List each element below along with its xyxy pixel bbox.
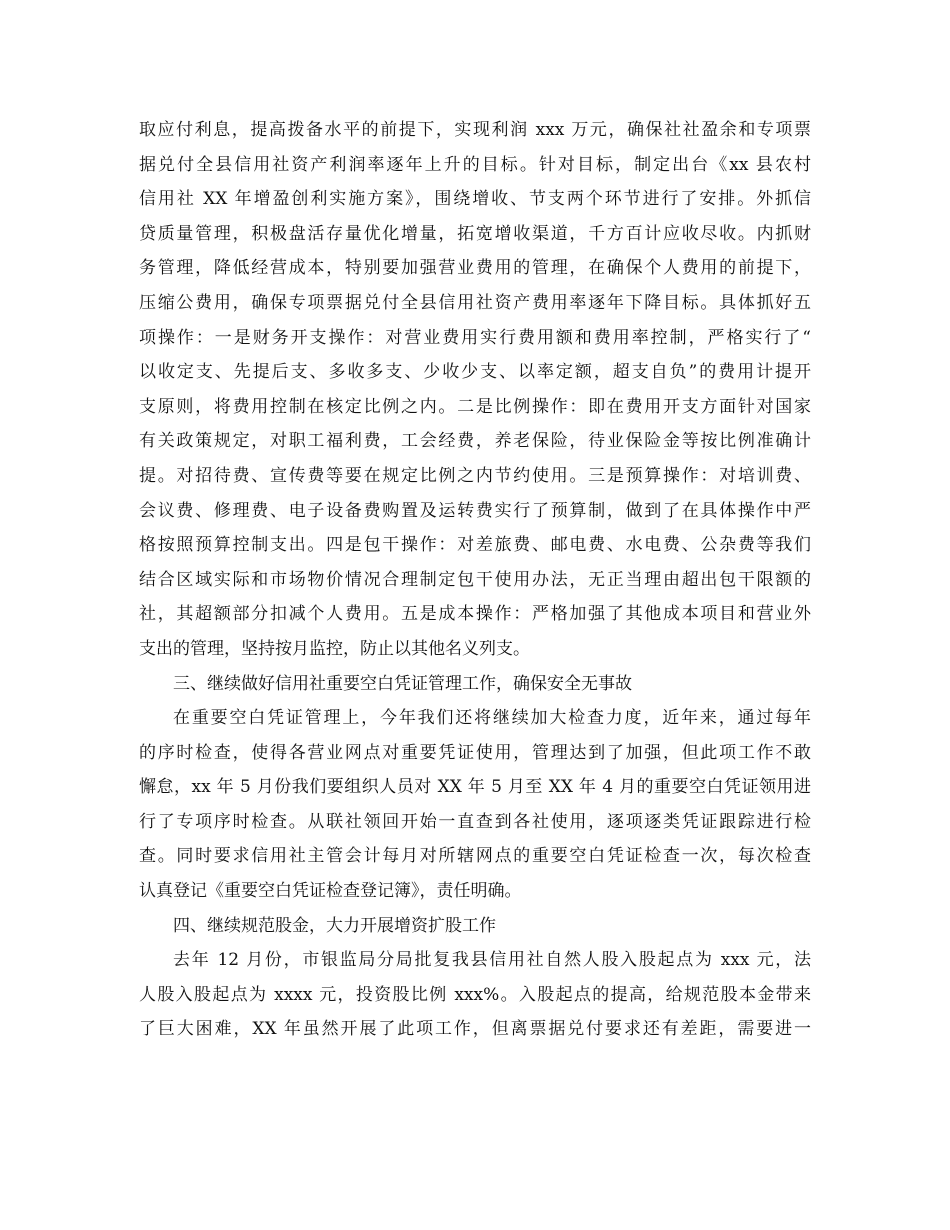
paragraph-line: 支出的管理，坚持按月监控，防止以其他名义列支。 — [139, 638, 530, 659]
section-heading: 三、继续做好信用社重要空白凭证管理工作，确保安全无事故 — [173, 673, 632, 694]
paragraph-line: 行了专项序时检查。从联社领回开始一直查到各社使用，逐项逐类凭证跟踪进行检 — [139, 811, 811, 832]
paragraph-line: 会议费、修理费、电子设备费购置及运转费实行了预算制，做到了在具体操作中严 — [139, 500, 811, 521]
paragraph-line: 认真登记《重要空白凭证检查登记簿》，责任明确。 — [139, 881, 522, 902]
paragraph-line: 的序时检查，使得各营业网点对重要凭证使用，管理达到了加强，但此项工作不敢 — [139, 742, 811, 763]
paragraph-line: 懈怠，xx 年 5 月份我们要组织人员对 XX 年 5 月至 XX 年 4 月的重要空白凭证领用进 — [139, 777, 811, 798]
section-heading: 四、继续规范股金，大力开展增资扩股工作 — [173, 915, 496, 936]
paragraph-line: 有关政策规定，对职工福利费，工会经费，养老保险，待业保险金等按比例准确计 — [139, 431, 811, 452]
paragraph-line: 据兑付全县信用社资产利润率逐年上升的目标。针对目标，制定出台《xx 县农村 — [139, 154, 811, 175]
paragraph-line: 以收定支、先提后支、多收多支、少收少支、以率定额，超支自负”的费用计提开 — [139, 362, 811, 383]
paragraph-line: 格按照预算控制支出。四是包干操作：对差旅费、邮电费、水电费、公杂费等我们 — [139, 535, 811, 556]
paragraph-line: 务管理，降低经营成本，特别要加强营业费用的管理，在确保个人费用的前提下， — [139, 258, 811, 279]
paragraph-line: 社，其超额部分扣减个人费用。五是成本操作：严格加强了其他成本项目和营业外 — [139, 604, 811, 625]
paragraph-line: 了巨大困难，XX 年虽然开展了此项工作，但离票据兑付要求还有差距，需要进一 — [139, 1019, 811, 1040]
paragraph-line: 结合区域实际和市场物价情况合理制定包干使用办法，无正当理由超出包干限额的 — [139, 569, 811, 590]
paragraph-line: 在重要空白凭证管理上，今年我们还将继续加大检查力度，近年来，通过每年 — [173, 708, 811, 729]
paragraph-line: 去年 12 月份，市银监局分局批复我县信用社自然人股入股起点为 xxx 元，法 — [173, 950, 811, 971]
paragraph-line: 查。同时要求信用社主管会计每月对所辖网点的重要空白凭证检查一次，每次检查 — [139, 846, 811, 867]
paragraph-line: 贷质量管理，积极盘活存量优化增量，拓宽增收渠道，千方百计应收尽收。内抓财 — [139, 223, 811, 244]
paragraph-line: 项操作：一是财务开支操作：对营业费用实行费用额和费用率控制，严格实行了“ — [139, 327, 811, 348]
paragraph-line: 提。对招待费、宣传费等要在规定比例之内节约使用。三是预算操作：对培训费、 — [139, 465, 811, 486]
paragraph-line: 人股入股起点为 xxxx 元，投资股比例 xxx%。入股起点的提高，给规范股本金带来 — [139, 984, 811, 1005]
paragraph-line: 支原则，将费用控制在核定比例之内。二是比例操作：即在费用开支方面针对国家 — [139, 396, 811, 417]
paragraph-line: 取应付利息，提高拨备水平的前提下，实现利润 xxx 万元，确保社社盈余和专项票 — [139, 120, 811, 140]
paragraph-line: 压缩公费用，确保专项票据兑付全县信用社资产费用率逐年下降目标。具体抓好五 — [139, 292, 811, 313]
document-body — [139, 113, 811, 1047]
paragraph-line: 信用社 XX 年增盈创利实施方案》，围绕增收、节支两个环节进行了安排。外抓信 — [139, 189, 811, 210]
